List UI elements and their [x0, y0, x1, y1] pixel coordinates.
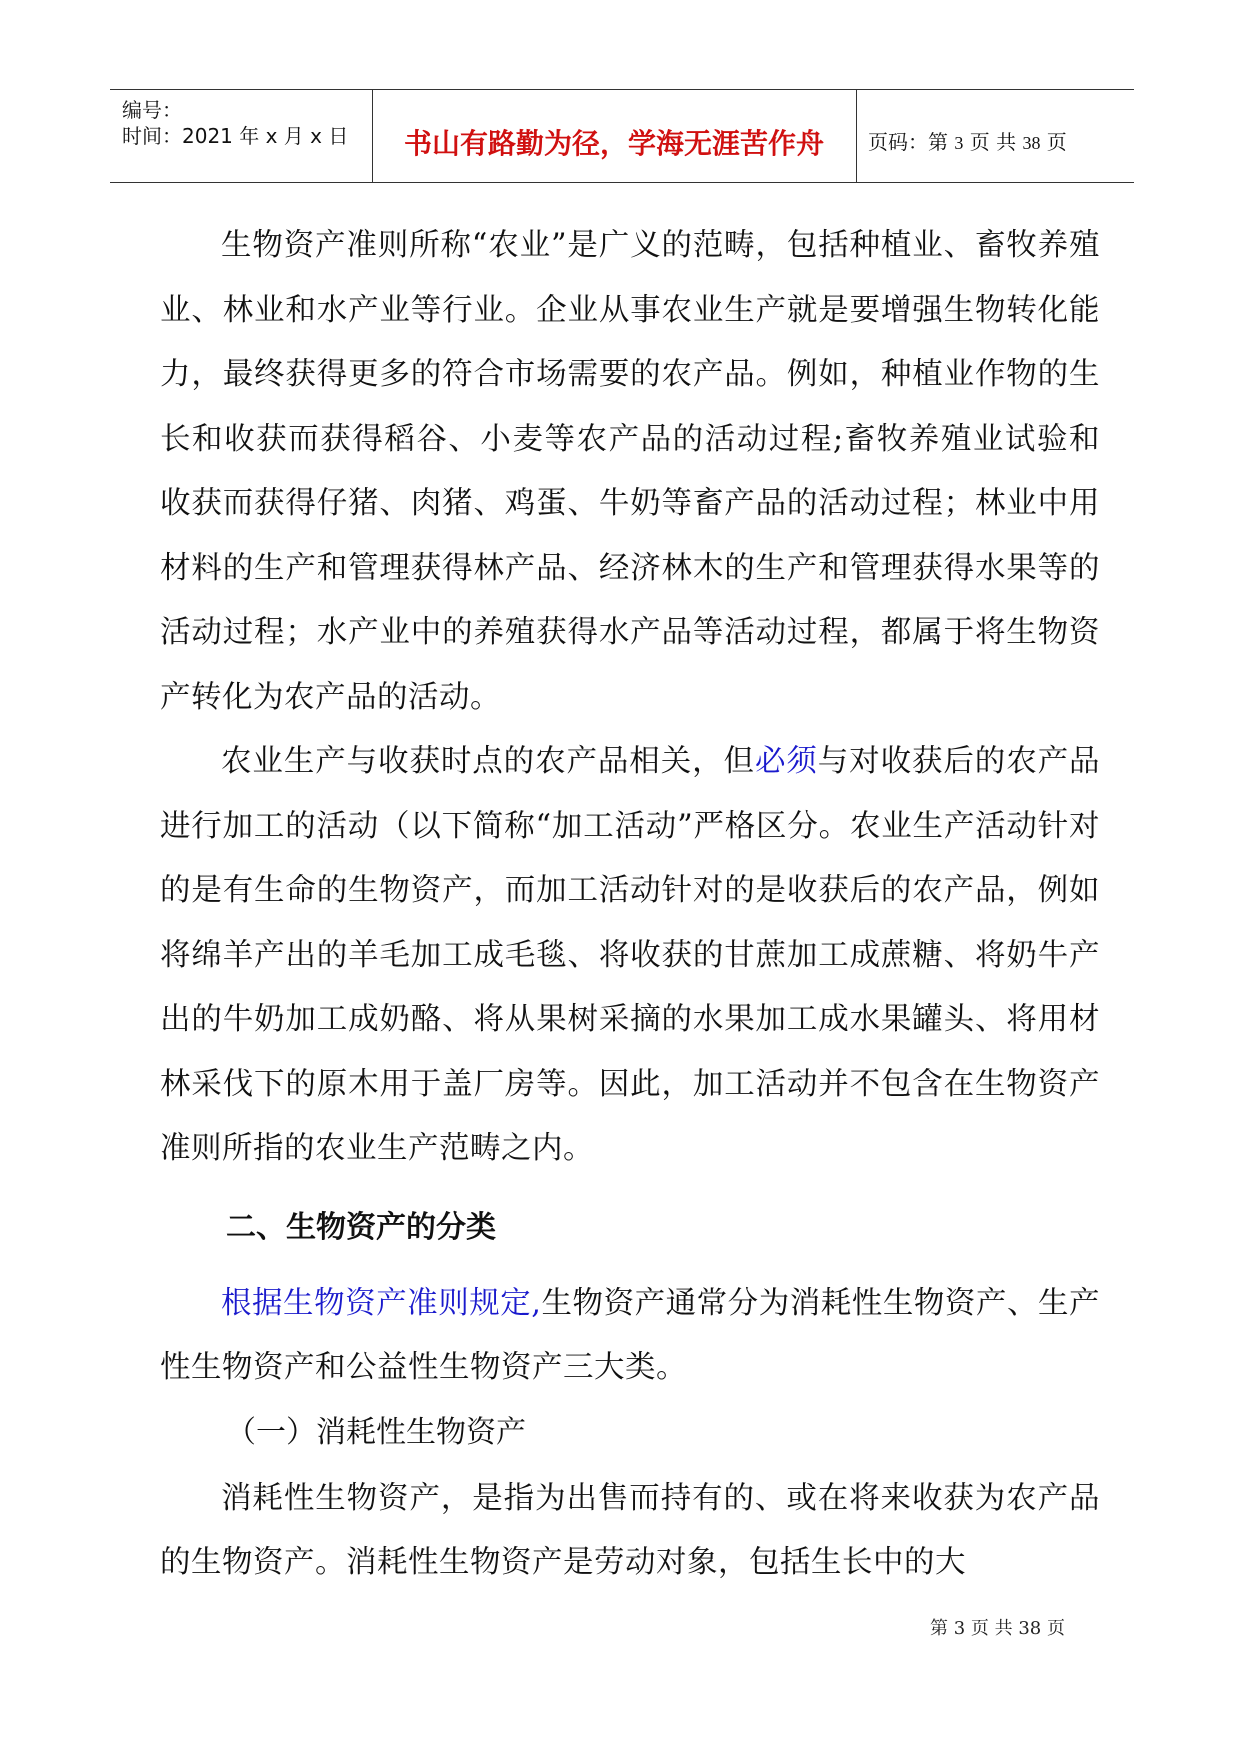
paragraph-agriculture-scope: 生物资产准则所称“农业”是广义的范畴，包括种植业、畜牧养殖业、林业和水产业等行业。企业从事农业生产就是要增强生物转化能力，最终获得更多的符合市场需要的农产品。例如，种植业作物的生长和收获而获得稻谷、小麦等农产品的活动过程;畜牧养殖业试验和收获而获得仔猪、肉猪、鸡蛋、牛奶等畜产品的活动过程；林业中用材料的生产和管理获得林产品、经济林木的生产和管理获得水果等的活动过程；水产业中的养殖获得水产品等活动过程，都属于将生物资产转化为农产品的活动。	[160, 228, 1100, 715]
paragraph-text: 农业生产与收获时点的农产品相关，但	[221, 744, 755, 779]
paragraph-processing-distinction	[160, 730, 1100, 1182]
pager-mid: 页 共	[969, 130, 1017, 154]
number-label: 编号：	[122, 98, 182, 122]
header-info-cell	[110, 90, 373, 182]
current-page: 3	[954, 133, 964, 153]
page-footer: 第 3 页 共 38 页	[930, 1618, 1065, 1639]
header-pager-cell	[856, 90, 1134, 182]
section-heading: 二、生物资产的分类	[226, 1209, 496, 1245]
subsection-heading: （一）消耗性生物资产	[226, 1414, 526, 1450]
header-motto-cell	[372, 90, 857, 182]
page-indicator	[868, 126, 1067, 155]
highlighted-term: 必须	[754, 744, 818, 779]
pager-prefix: 页码：第	[868, 130, 948, 154]
time-label: 时间：2021 年 x 月 x 日	[122, 124, 349, 148]
total-pages: 38	[1022, 133, 1041, 153]
paragraph-consumable-assets: 消耗性生物资产，是指为出售而持有的、或在将来收获为农产品的生物资产。消耗性生物资产是劳动对象，包括生长中的大	[160, 1480, 1100, 1580]
page-header	[110, 89, 1134, 183]
highlighted-phrase: 根据生物资产准则规定,	[221, 1285, 542, 1321]
paragraph-classification	[160, 1272, 1100, 1401]
motto: 书山有路勤为径，学海无涯苦作舟	[403, 127, 824, 160]
pager-suffix: 页	[1046, 130, 1067, 154]
paragraph-text: 与对收获后的农产品进行加工的活动（以下简称“加工活动”严格区分。农业生产活动针对的是有生命的生物资产，而加工活动针对的是收获后的农产品，例如将绵羊产出的羊毛加工成毛毯、将收获的甘蔗加工成蔗糖、将奶牛产出的牛奶加工成奶酪、将从果树采摘的水果加工成水果罐头、将用材林采伐下的原木用于盖厂房等。因此，加工活动并不包含在生物资产准则所指的农业生产范畴之内。	[160, 744, 1101, 1166]
document-body	[160, 214, 1100, 1596]
paragraph-text: 生物资产通常分为消耗性生物资产、生产性生物资产和公益性生物资产三大类。	[160, 1285, 1100, 1385]
